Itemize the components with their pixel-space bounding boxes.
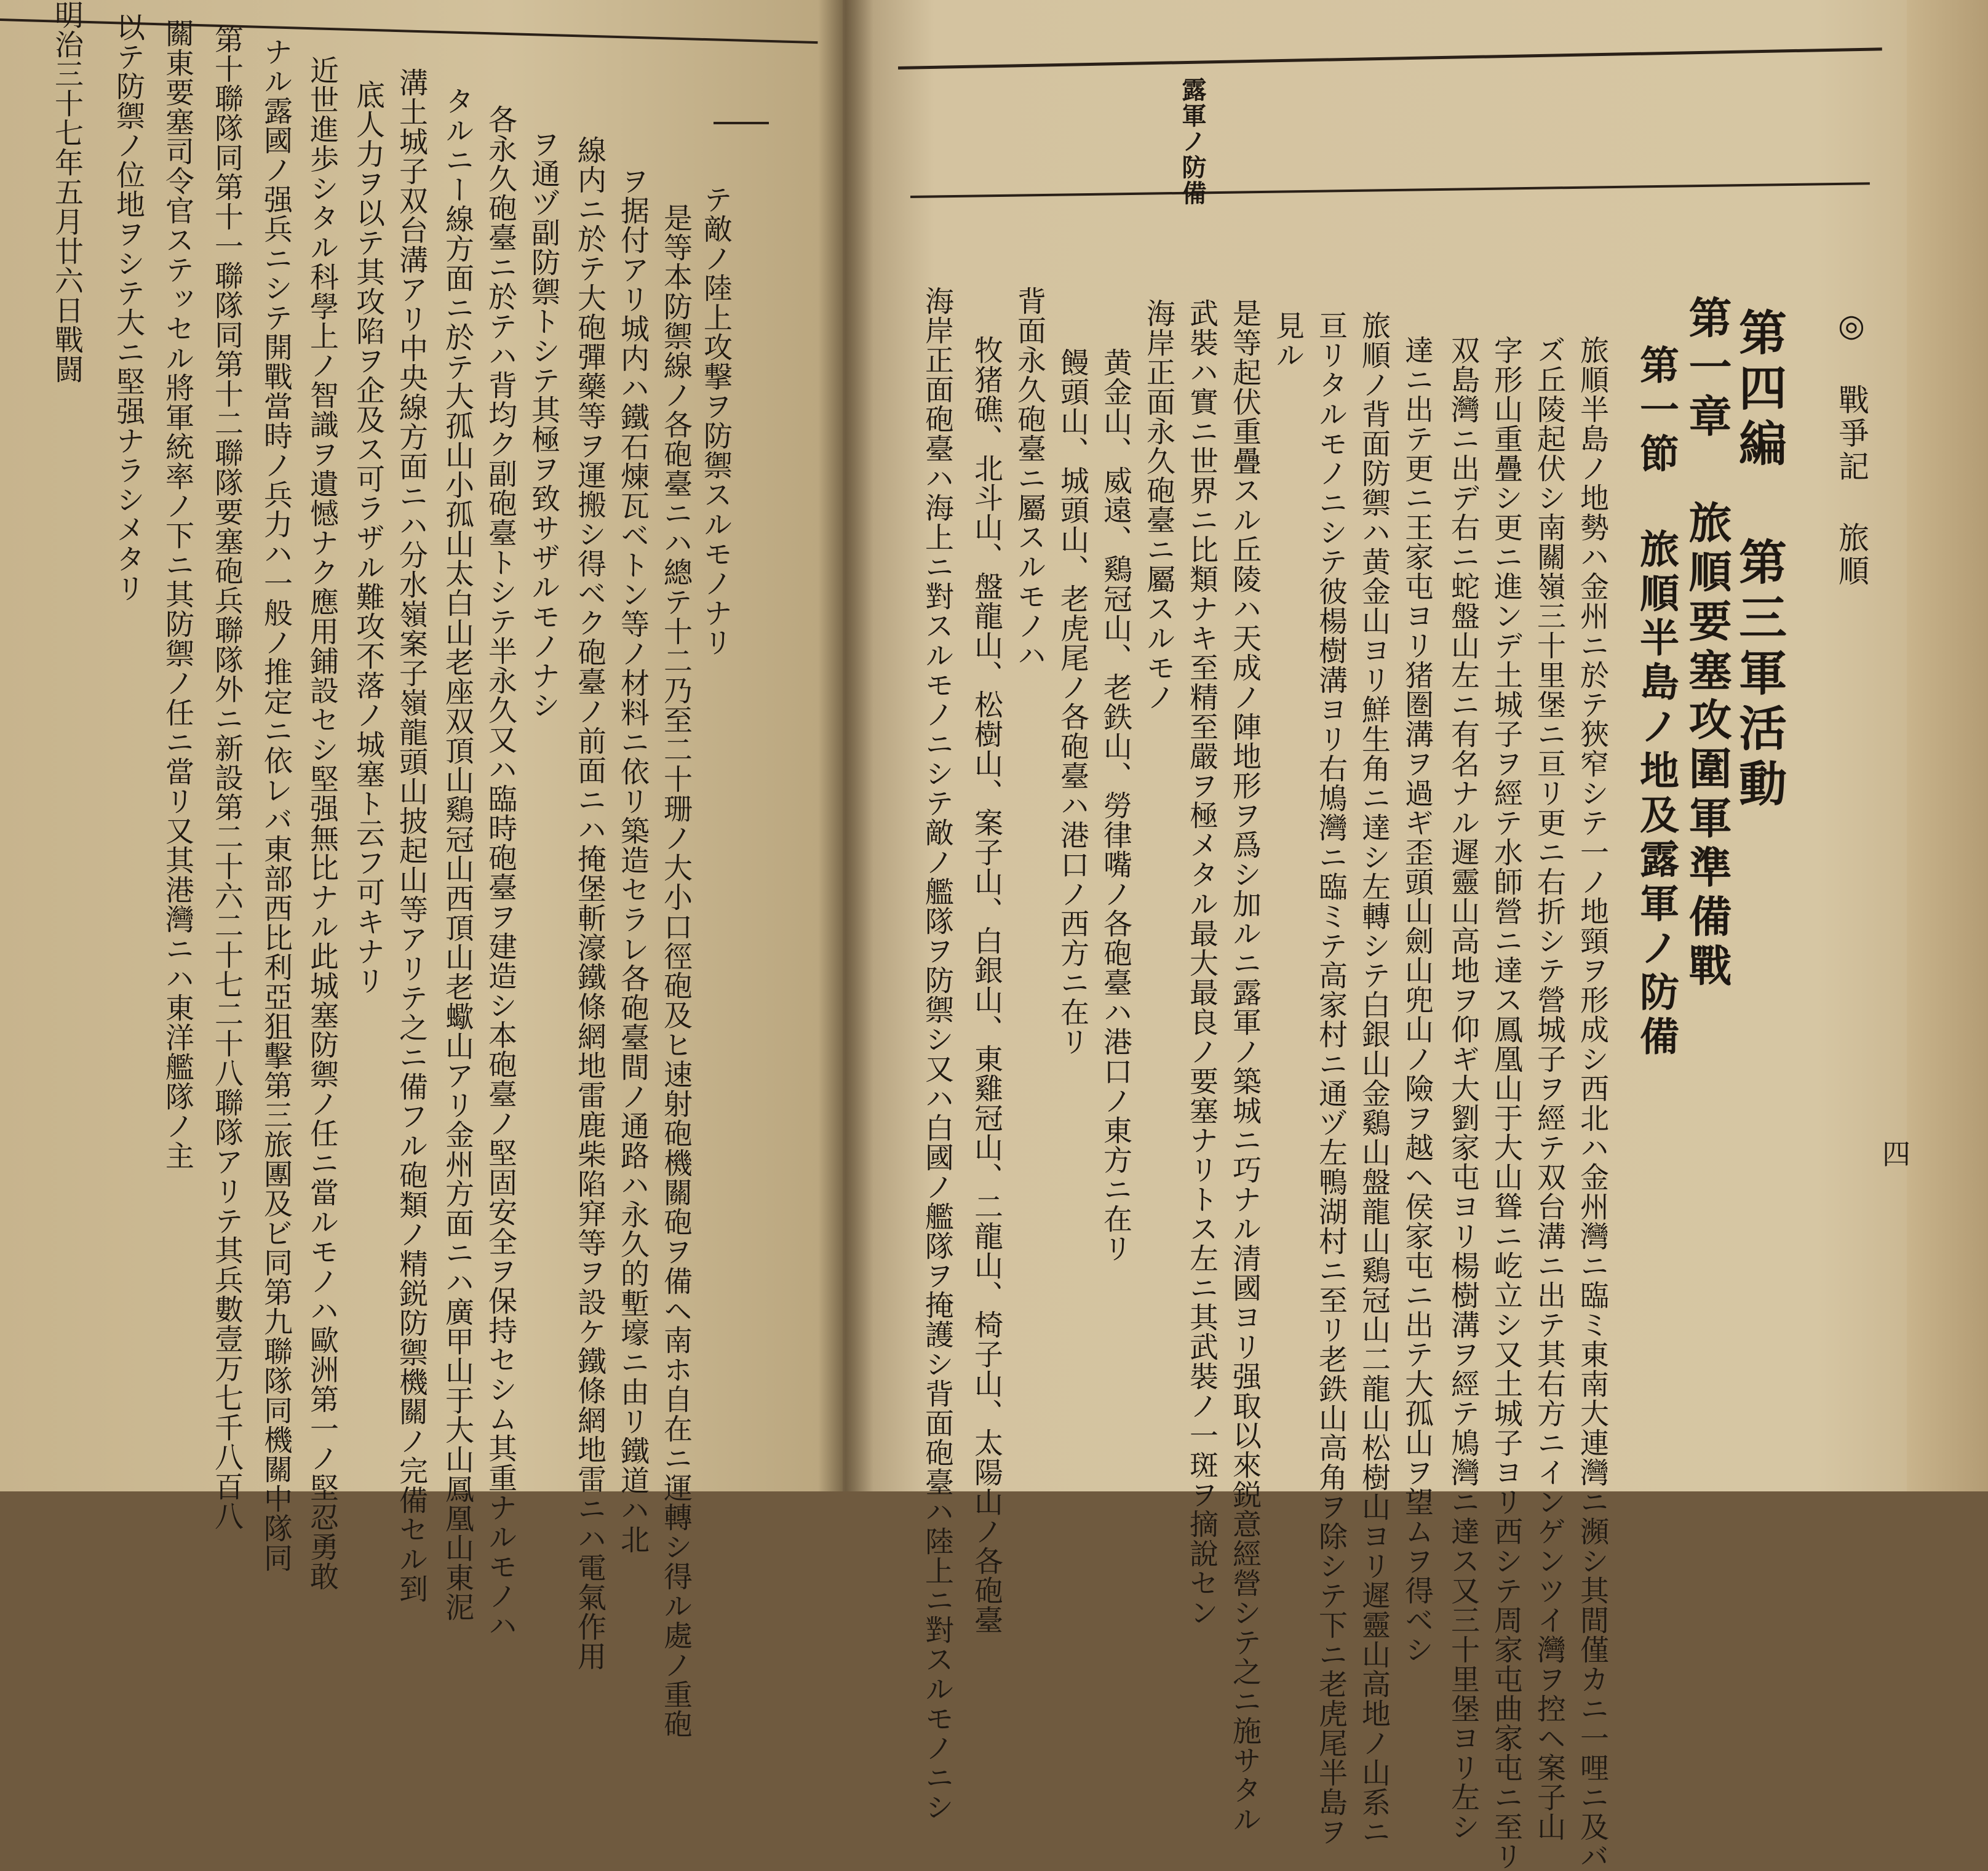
left-column-8: 溝土城子双台溝アリ中央線方面ニハ分水嶺案子嶺龍頭山披起山等アリテ之ニ備フル砲類ノ精鋭防禦機關ノ完備セル到: [394, 68, 428, 1603]
right-column-13: 饅頭山、城頭山、老虎尾ノ各砲臺ハ港口ノ西方ニ在リ: [1056, 348, 1089, 1056]
chapter-title: 第一章 旅順要塞攻圍軍準備戰: [1682, 295, 1733, 992]
right-column-8: 見ル: [1271, 311, 1305, 370]
right-column-16: 海岸正面砲臺ハ海上ニ對スルモノニシテ敵ノ艦隊ヲ防禦シ又ハ白國ノ艦隊ヲ掩護シ背面砲臺ハ陸上ニ對スルモノニシ: [920, 286, 954, 1822]
left-column-15: 明治三十七年五月廿六日戰闘: [50, 0, 84, 384]
right-column-9: 是等起伏重疊スル丘陵ハ天成ノ陣地形ヲ爲シ加ルニ露軍ノ築城ニ巧ナル清國ヨリ强取以來鋭意經營シテ之ニ施サタル: [1228, 298, 1262, 1834]
right-column-2: ズ丘陵起伏シ南關嶺三十里堡ニ亘リ更ニ右折シテ營城子ヲ經テ双台溝ニ出テ其右方ニインゲンツイ灣ヲ控ヘ案子山: [1532, 335, 1566, 1841]
right-column-1: 旅順半島ノ地勢ハ金州ニ於テ狹窄シテ一ノ地頸ヲ形成シ西北ハ金州灣ニ臨ミ東南大連灣ニ瀕シ其間僅カニ一哩ニ及バ: [1575, 335, 1609, 1871]
left-column-14: 以テ防禦ノ位地ヲシテ大ニ堅强ナラシメタリ: [111, 12, 145, 603]
right-column-12: 黄金山、威遠、鷄冠山、老鉄山、勞律嘴ノ各砲臺ハ港口ノ東方ニ在リ: [1099, 348, 1132, 1263]
left-column-7: タルニー線方面ニ於テ大孤山小孤山太白山老座双頂山鷄冠山西頂山老蠍山アリ金州方面ニハ廣甲山于大山鳳凰山東泥: [440, 86, 474, 1622]
left-column-5: ヲ通ヅ副防禦トシテ其極ヲ致サザルモノナシ: [527, 129, 560, 720]
left-column-11: ナル露國ノ强兵ニシテ開戰當時ノ兵力ハ一般ノ推定ニ依レバ東部西比利亞狙擊第三旅團及ビ同第九聯隊同機關中隊同: [259, 37, 293, 1573]
right-column-14: 背面永久砲臺ニ屬スルモノハ: [1012, 286, 1046, 670]
center-head: 露軍ノ防備: [1178, 77, 1207, 206]
right-column-3: 字形山重疊シ更ニ進ンデ土城子ヲ經テ水師營ニ達ス鳳凰山于大山聳ニ屹立シ又土城子ヨリ西シテ周家屯曲家屯ニ至リ: [1489, 335, 1523, 1871]
right-column-6: 旅順ノ背面防禦ハ黄金山ヨリ鮮生角ニ達シ左轉シテ白銀山金鷄山盤龍山鷄冠山二龍山松樹山ヨリ遲靈山高地ノ山系ニ: [1357, 311, 1391, 1846]
right-column-10: 武裝ハ實ニ世界ニ比類ナキ至精至嚴ヲ極メタル最大最良ノ要塞ナリトス左ニ其武裝ノ一斑ヲ摘說セン: [1185, 298, 1219, 1627]
part-title: 第四編 第三軍活動: [1731, 308, 1787, 814]
left-column-9: 底人力ヲ以テ其攻陷ヲ企及ス可ラザル難攻不落ノ城塞ト云フ可キナリ: [351, 80, 385, 995]
right-rule-lower: [910, 182, 1870, 198]
right-column-11: 海岸正面永久砲臺ニ屬スルモノ: [1142, 298, 1175, 712]
right-column-5: 達ニ出テ更ニ王家屯ヨリ猪圏溝ヲ過ギ歪頭山劍山兜山ノ險ヲ越ヘ侯家屯ニ出テ大孤山ヲ望ムヲ得ベシ: [1400, 335, 1434, 1664]
left-short-rule: [714, 122, 769, 124]
right-column-4: 双島灣ニ出デ右ニ蛇盤山左ニ有名ナル遲靈山高地ヲ仰ギ大劉家屯ヨリ楊樹溝ヲ經テ鳩灣ニ達ス又三十里堡ヨリ左シ: [1446, 335, 1480, 1841]
page-number: 四: [1882, 1138, 1910, 1171]
running-head: ◎ 戰爭記 旅順: [1834, 308, 1869, 588]
left-column-1: テ敵ノ陸上攻撃ヲ防禦スルモノナリ: [699, 185, 733, 657]
right-top-rule: [898, 47, 1882, 70]
left-column-4: 線内ニ於テ大砲彈藥等ヲ運搬シ得ベク砲臺ノ前面ニハ掩堡斬濠鐵條網地雷鹿柴陷穽等ヲ設ケ鐵條網地雷ニハ電氣作用: [573, 135, 606, 1671]
left-column-2: 是等本防禦線ノ各砲臺ニハ總テ十二乃至二十珊ノ大小口徑砲及ヒ速射砲機關砲ヲ備ヘ南ホ自在ニ運轉シ得ル處ノ重砲: [659, 203, 693, 1739]
page-stack-edge: [1907, 0, 1988, 1491]
left-column-3: ヲ据付アリ城内ハ鐵石煉瓦ベトン等ノ材料ニ依リ築造セラレ各砲臺間ノ通路ハ永久的塹壕ニ由リ鐵道ハ北: [616, 166, 650, 1554]
section-title: 第一節 旅順半島ノ地及露軍ノ防備: [1633, 345, 1679, 1060]
left-column-6: 各永久砲臺ニ於テハ背均ク副砲臺トシテ半永久又ハ臨時砲臺ヲ建造シ本砲臺ノ堅固安全ヲ保持セシム其重ナルモノハ: [483, 105, 517, 1640]
left-column-13: 關東要塞司令官ステッセル將軍統率ノ下ニ其防禦ノ任ニ當リ又其港灣ニハ東洋艦隊ノ主: [161, 18, 194, 1170]
left-column-12: 第十聯隊同第十一聯隊同第十二聯隊要塞砲兵聯隊外ニ新設第二十六二十七二十八聯隊アリテ其兵數壹万七千八百八: [210, 25, 244, 1531]
book-gutter: [818, 0, 873, 1491]
right-column-7: 亘リタルモノニシテ彼楊樹溝ヨリ右鳩灣ニ臨ミテ高家村ニ通ヅ左鴨湖村ニ至リ老鉄山高角ヲ除シテ下ニ老虎尾半島ヲ: [1314, 311, 1348, 1846]
left-column-10: 近世進歩シタル科學上ノ智識ヲ遺憾ナク應用鋪設セシ堅强無比ナル此城塞防禦ノ任ニ當ルモノハ歐洲第一ノ堅忍勇敢: [305, 55, 339, 1591]
right-column-15: 牧猪礁、北斗山、盤龍山、松樹山、案子山、白銀山、東雞冠山、二龍山、椅子山、太陽山ノ各砲臺: [969, 335, 1003, 1635]
